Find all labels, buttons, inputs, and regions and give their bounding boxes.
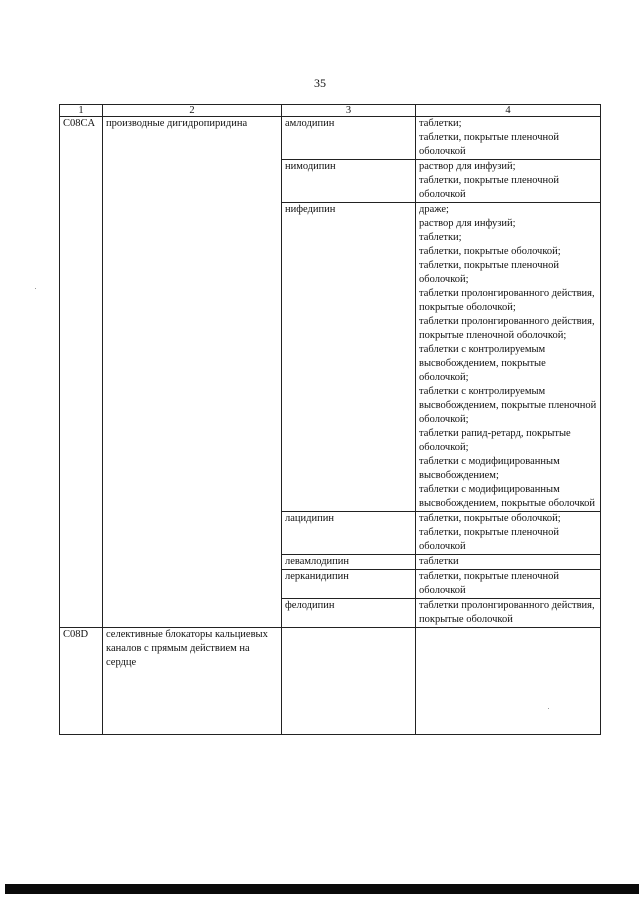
dosage-form: таблетки, покрытые пленочной оболочкой	[419, 175, 560, 200]
dosage-form: таблетки;	[419, 232, 462, 243]
dosage-form: таблетки, покрытые пленочной оболочкой	[419, 527, 560, 552]
dosage-form: таблетки, покрытые оболочкой;	[419, 513, 561, 524]
dosage-form: таблетки, покрытые пленочной оболочкой;	[419, 260, 560, 285]
column-header: 3	[282, 105, 416, 117]
dosage-form: драже;	[419, 204, 449, 215]
drug-name-empty	[282, 628, 416, 735]
dosage-form: таблетки пролонгированного действия, покрытые пленочной оболочкой;	[419, 316, 595, 341]
column-header: 4	[416, 105, 601, 117]
dosage-form: таблетки с контролируемым высвобождением, покрытые оболочкой;	[419, 344, 546, 383]
scan-speck	[548, 708, 549, 709]
drug-name: амлодипин	[282, 117, 416, 160]
dosage-forms-empty	[416, 628, 601, 735]
drug-name: лацидипин	[282, 512, 416, 555]
table-row	[60, 117, 601, 160]
dosage-form: таблетки с модифицированным высвобождением, покрытые оболочкой	[419, 484, 596, 509]
dosage-forms	[416, 117, 601, 160]
scan-speck	[35, 288, 36, 289]
column-header: 2	[103, 105, 282, 117]
table-row	[60, 628, 601, 735]
drug-name: нифедипин	[282, 203, 416, 512]
drug-table	[59, 104, 601, 735]
dosage-forms	[416, 160, 601, 203]
dosage-form: раствор для инфузий;	[419, 218, 516, 229]
dosage-form: таблетки, покрытые оболочкой;	[419, 246, 561, 257]
dosage-form: таблетки рапид-ретард, покрытые оболочкой;	[419, 428, 571, 453]
dosage-forms	[416, 570, 601, 599]
dosage-form: таблетки пролонгированного действия, покрытые оболочкой	[419, 600, 595, 625]
atc-code: C08CA	[60, 117, 103, 628]
dosage-form: таблетки	[419, 556, 459, 567]
dosage-form: таблетки, покрытые пленочной оболочкой	[419, 571, 560, 596]
page-number: 35	[314, 76, 326, 90]
drug-name: нимодипин	[282, 160, 416, 203]
drug-name: левамлодипин	[282, 555, 416, 570]
dosage-forms	[416, 555, 601, 570]
dosage-form: таблетки, покрытые пленочной оболочкой	[419, 132, 560, 157]
group-name: производные дигидропиридина	[103, 117, 282, 628]
dosage-form: таблетки с модифицированным высвобождением;	[419, 456, 560, 481]
drug-name: лерканидипин	[282, 570, 416, 599]
dosage-forms	[416, 203, 601, 512]
dosage-form: таблетки пролонгированного действия, покрытые оболочкой;	[419, 288, 595, 313]
dosage-forms	[416, 512, 601, 555]
dosage-form: раствор для инфузий;	[419, 161, 516, 172]
dosage-form: таблетки;	[419, 118, 462, 129]
dosage-forms	[416, 599, 601, 628]
atc-code: C08D	[60, 628, 103, 735]
scan-border-bar	[5, 884, 639, 894]
column-header: 1	[60, 105, 103, 117]
table-header-row	[60, 105, 601, 117]
group-name: селективные блокаторы кальциевых каналов с прямым действием на сердце	[103, 628, 282, 735]
drug-name: фелодипин	[282, 599, 416, 628]
dosage-form: таблетки с контролируемым высвобождением, покрытые пленочной оболочкой;	[419, 386, 597, 425]
